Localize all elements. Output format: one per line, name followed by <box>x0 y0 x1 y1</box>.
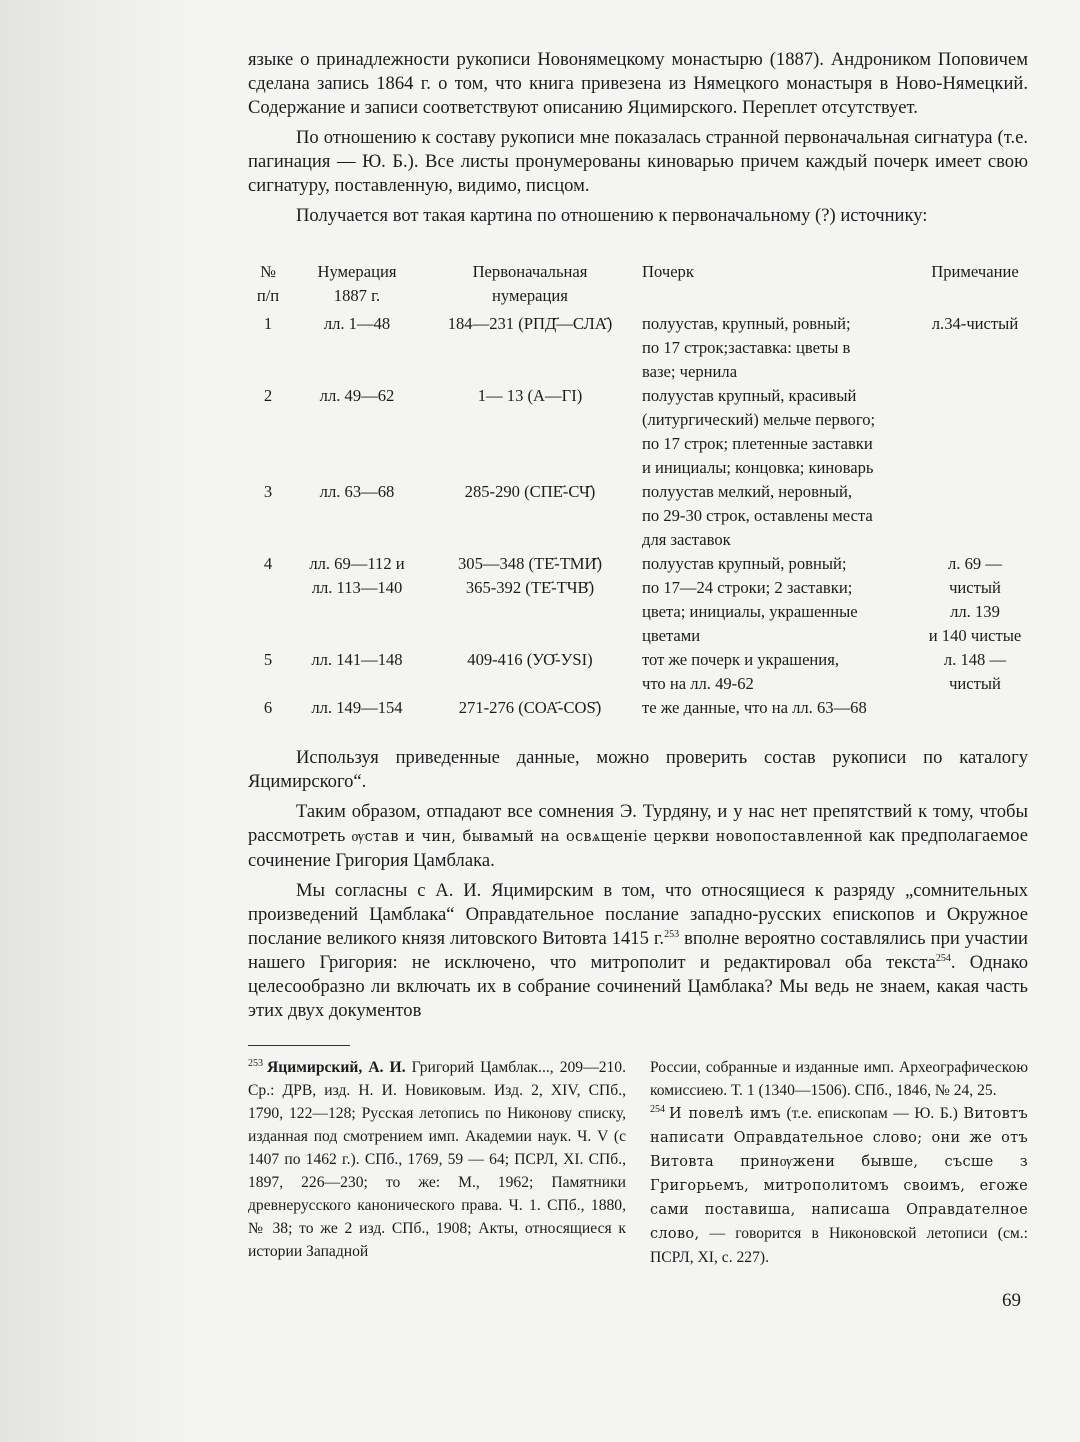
cell-leaves: лл. 69—112 и лл. 113—140 <box>309 554 405 597</box>
paragraph-2: По отношению к составу рукописи мне показалась странной первоначальная сигнатура (т.е. пагинация — Ю. Б.). Все листы пронумерованы киноварью причем каждый почерк имеет свою сигнатуру, поставленную, видимо, писцом. <box>248 127 1028 196</box>
manuscript-table <box>248 260 1028 720</box>
cell-leaves: лл. 1—48 <box>323 314 391 333</box>
footnote-254: $^{254}$ И повелѣ имъ (т.е. епископам — Ю. Б.) Витовтъ написати Оправдательное слово; они же отъ Витовта принѹжени бывше, съсше з Григорьемъ, митрополитомъ своимъ, егоже сами поставиша, написаша Оправдателное слово, — говорится в Никоновской летописи (см.: ПСРЛ, XI, с. 227). <box>650 1103 1028 1266</box>
page-body <box>248 48 1028 1269</box>
cell-leaves: лл. 63—68 <box>319 482 395 501</box>
cell-hand: полуустав крупный, ровный; по 17—24 строки; 2 заставки; цвета; инициалы, украшенные цветами <box>642 554 858 645</box>
cell-note <box>922 384 1028 480</box>
paragraph-6: Мы согласны с А. И. Яцимирским в том, что относящиеся к разряду „сомнительных произведений Цамблака“ Оправдательное послание западно-русских епископов и Окружное послание великого князя литовского Витовта 1415 г.$^{253}$ вполне вероятно составлялись при участии нашего Григория: не исключено, что митрополит и редактировал оба текста$^{254}$. Однако целесообразно ли включать их в собрание сочинений Цамблака? Мы ведь не знаем, какая часть этих двух документов <box>248 880 1029 1021</box>
footnote-rule <box>248 1045 350 1046</box>
page-gutter-shadow <box>0 0 200 1442</box>
footnote-253-text: Григорий Цамблак..., 209—210. Ср.: ДРВ, изд. Н. И. Новиковым. Изд. 2, XIV, СПб., 1790, 122—128; Русская летопись по Никонову списку, изданная под смотрением имп. Академии наук. Ч. V (с 1407 по 1462 г.). СПб., 1769, 59 — 64; ПСРЛ, XI. СПб., 1897, 226—230; то же: М., 1962; Памятники древнерусского канонического права. Ч. 1. СПб., 1880, № 38; то же 2 изд. СПб., 1908; Акты, относящиеся к истории Западной <box>248 1059 626 1260</box>
cell-num: 3 <box>263 482 273 501</box>
cell-leaves: лл. 149—154 <box>311 698 403 717</box>
cell-note <box>922 696 1028 720</box>
footnote-253-author: Яцимирский, А. И. <box>267 1059 406 1076</box>
cell-hand: полуустав, крупный, ровный; по 17 строк;заставка: цветы в вазе; чернила <box>642 314 851 381</box>
footnote-253-number: 253 <box>248 1057 263 1069</box>
table-header-row <box>248 260 1028 312</box>
paragraph-5: Таким образом, отпадают все сомнения Э. Турдяну, и у нас нет препятствий к тому, чтобы рассмотреть ѹстав и чин, бывамый на освѧщеніе церкви новопоставленной как предполагаемое сочинение Григория Цамблака. <box>248 801 1028 871</box>
table-row <box>248 312 1028 384</box>
page-number: 69 <box>1002 1290 1021 1311</box>
footnote-ref-253[interactable]: 253 <box>664 928 680 940</box>
cell-original: 184—231 (РПД҃—СЛА҃) <box>447 314 613 333</box>
footnote-253-continuation: России, собранные и изданные имп. Археографическою комиссиею. Т. 1 (1340—1506). СПб., 1846, № 24, 25. <box>650 1059 1028 1099</box>
table-row <box>248 696 1028 720</box>
cell-hand: полуустав крупный, красивый (литургический) мельче первого; по 17 строк; плетенные заставки и инициалы; концовка; киноварь <box>642 386 876 477</box>
cell-note: л. 69 — чистый лл. 139 и 140 чистые <box>928 554 1022 645</box>
footnote-column-right <box>650 1056 1028 1269</box>
cell-original: 409-416 (УО҃-УЅІ) <box>467 650 593 669</box>
cell-num: 6 <box>263 698 273 717</box>
table-row <box>248 480 1028 552</box>
cell-hand: те же данные, что на лл. 63—68 <box>642 698 867 717</box>
header-note: Примечание <box>931 262 1019 281</box>
footnote-ref-254[interactable]: 254 <box>935 952 951 964</box>
cell-original: 271-276 (СОА҃-СОЅ҃) <box>458 698 602 717</box>
footnote-column-left <box>248 1056 626 1269</box>
cell-original: 1— 13 (А—ГІ) <box>477 386 583 405</box>
header-original-numbering: Первоначальная нумерация <box>472 262 588 305</box>
cell-num: 1 <box>263 314 273 333</box>
cell-leaves: лл. 141—148 <box>311 650 403 669</box>
cell-hand: полуустав мелкий, неровный, по 29-30 строк, оставлены места для заставок <box>642 482 873 549</box>
cell-num: 2 <box>263 386 273 405</box>
cell-hand: тот же почерк и украшения, что на лл. 49-62 <box>642 650 839 693</box>
table-row <box>248 648 1028 696</box>
cell-original: 305—348 (ТЕ҃-ТМИ҃) 365-392 (ТЕ҃-ТЧВ҃) <box>457 554 603 597</box>
cell-note: л. 148 — чистый <box>943 650 1007 693</box>
cell-num: 5 <box>263 650 273 669</box>
header-numbering-1887: Нумерация 1887 г. <box>317 262 397 305</box>
header-num: № п/п <box>256 262 280 305</box>
cell-note: л.34-чистый <box>931 314 1019 333</box>
cell-note <box>922 480 1028 552</box>
paragraph-4: Используя приведенные данные, можно проверить состав рукописи по каталогу Яцимирского“. <box>248 747 1028 792</box>
table-row <box>248 552 1028 648</box>
cell-leaves: лл. 49—62 <box>319 386 395 405</box>
table-body <box>248 312 1028 720</box>
cell-original: 285-290 (СПЕ҃-СЧ҃) <box>464 482 596 501</box>
paragraph-1: языке о принадлежности рукописи Новонямецкому монастырю (1887). Андроником Поповичем сделана запись 1864 г. о том, что книга привезена из Нямецкого монастыря в Ново-Нямецкий. Содержание и записи соответствуют описанию Яцимирского. Переплет отсутствует. <box>248 49 1028 118</box>
footnotes <box>248 1056 1028 1269</box>
church-slavonic-title: ѹстав и чин, бывамый на освѧщеніе церкви новопоставленной <box>351 829 863 845</box>
cell-num: 4 <box>263 554 273 573</box>
header-hand: Почерк <box>642 262 694 281</box>
paragraph-3: Получается вот такая картина по отношению к первоначальному (?) источнику: <box>296 205 928 226</box>
table-row <box>248 384 1028 480</box>
